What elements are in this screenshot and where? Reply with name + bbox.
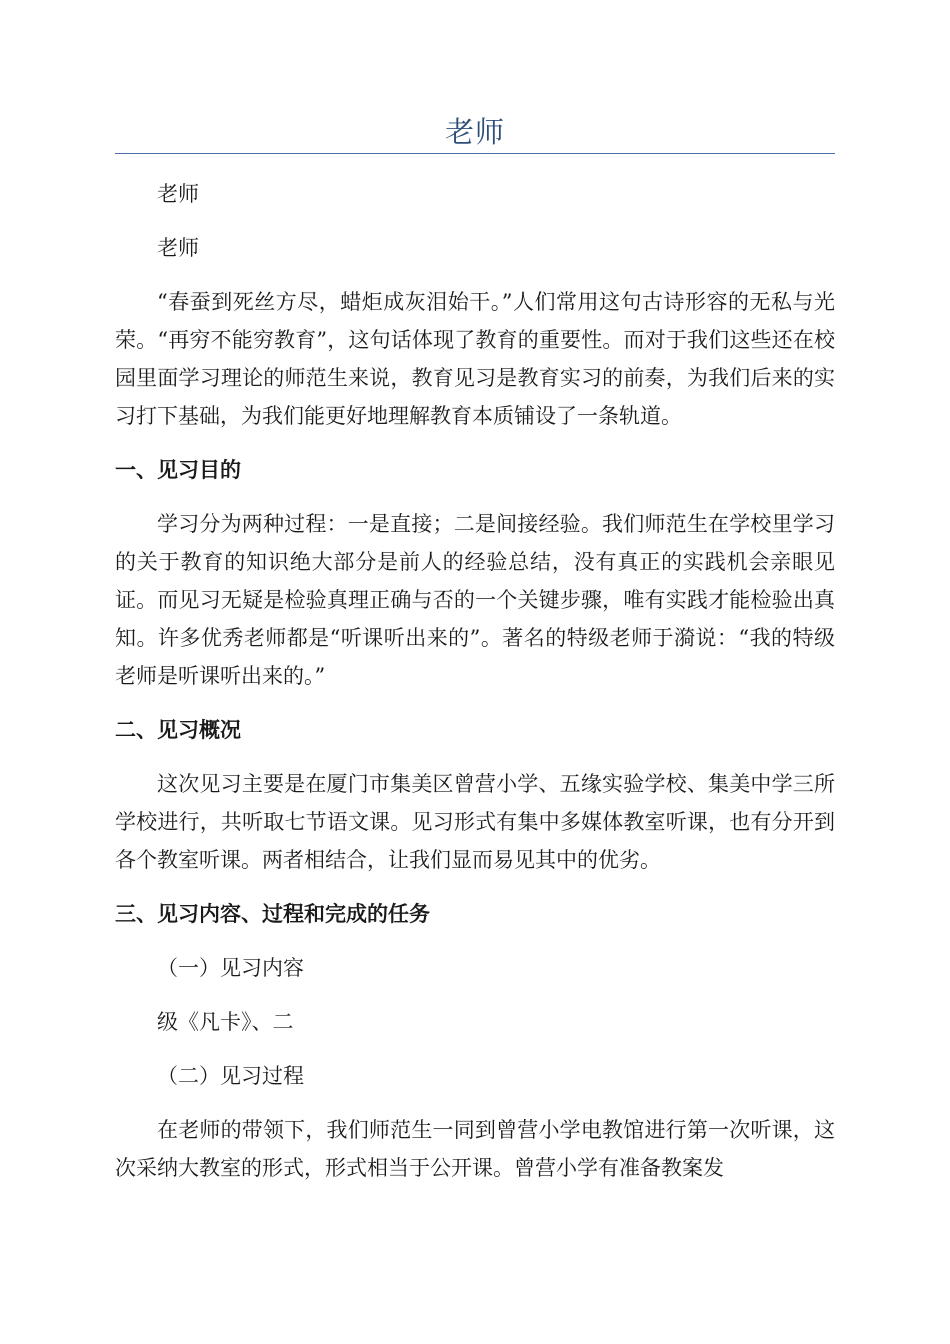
subtext-content: 级《凡卡》、二 — [157, 1010, 294, 1034]
section-text-purpose: 学习分为两种过程：一是直接；二是间接经验。我们师范生在学校里学习的关于教育的知识绝大部分是前人的经验总结，没有真正的实践机会亲眼见证。而见习无疑是检验真理正确与否的一个关键步骤，唯有实践才能检验出真知。许多优秀老师都是“听课听出来的”。著名的特级老师于漪说：“我的特级老师是听课听出来的。” — [115, 512, 835, 688]
document-body — [115, 175, 835, 1187]
title-underline — [115, 153, 835, 154]
section-heading-content: 三、见习内容、过程和完成的任务 — [115, 901, 430, 926]
document-title: 老师 — [444, 115, 505, 149]
subheading-content: （一）见习内容 — [157, 956, 304, 980]
line-teacher-1: 老师 — [157, 182, 199, 206]
section-heading-overview: 二、见习概况 — [115, 717, 241, 742]
section-heading-purpose: 一、见习目的 — [115, 457, 241, 482]
line-teacher-2: 老师 — [157, 236, 199, 260]
section-text-overview: 这次见习主要是在厦门市集美区曾营小学、五缘实验学校、集美中学三所学校进行，共听取七节语文课。见习形式有集中多媒体教室听课，也有分开到各个教室听课。两者相结合，让我们显而易见其中的优劣。 — [115, 772, 835, 872]
intro-paragraph: “春蚕到死丝方尽，蜡炬成灰泪始干。”人们常用这句古诗形容的无私与光荣。“再穷不能穷教育”，这句话体现了教育的重要性。而对于我们这些还在校园里面学习理论的师范生来说，教育见习是教育实习的前奏，为我们后来的实习打下基础，为我们能更好地理解教育本质铺设了一条轨道。 — [115, 290, 835, 428]
subtext-process: 在老师的带领下，我们师范生一同到曾营小学电教馆进行第一次听课，这次采纳大教室的形式，形式相当于公开课。曾营小学有准备教案发 — [115, 1118, 835, 1180]
subheading-process: （二）见习过程 — [157, 1064, 304, 1088]
